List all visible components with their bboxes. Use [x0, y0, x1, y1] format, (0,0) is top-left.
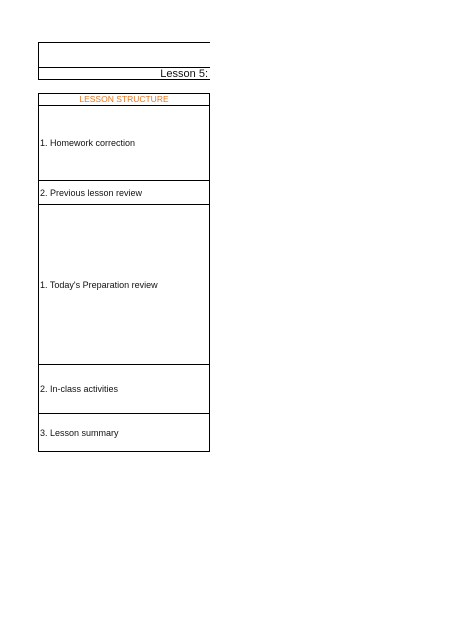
structure-row-homework-correction — [39, 106, 209, 181]
structure-row-lesson-summary — [39, 414, 209, 451]
structure-row-label: 2. In-class activities — [40, 384, 119, 394]
structure-row-in-class-activities — [39, 365, 209, 414]
structure-row-label: 3. Lesson summary — [40, 427, 119, 438]
structure-row-label: 1. Today's Preparation review — [40, 279, 158, 290]
structure-row-label: 2. Previous lesson review — [40, 187, 143, 198]
structure-row-preparation-review — [39, 205, 209, 365]
lesson-structure-table — [38, 93, 210, 452]
lesson-header-table — [38, 42, 210, 80]
lesson-title: Lesson 5: — [160, 68, 208, 80]
header-blank-cell — [39, 43, 210, 68]
structure-row-label: 1. Homework correction — [40, 138, 136, 148]
lesson-structure-heading: LESSON STRUCTURE — [39, 94, 209, 106]
structure-row-previous-lesson-review — [39, 181, 209, 205]
